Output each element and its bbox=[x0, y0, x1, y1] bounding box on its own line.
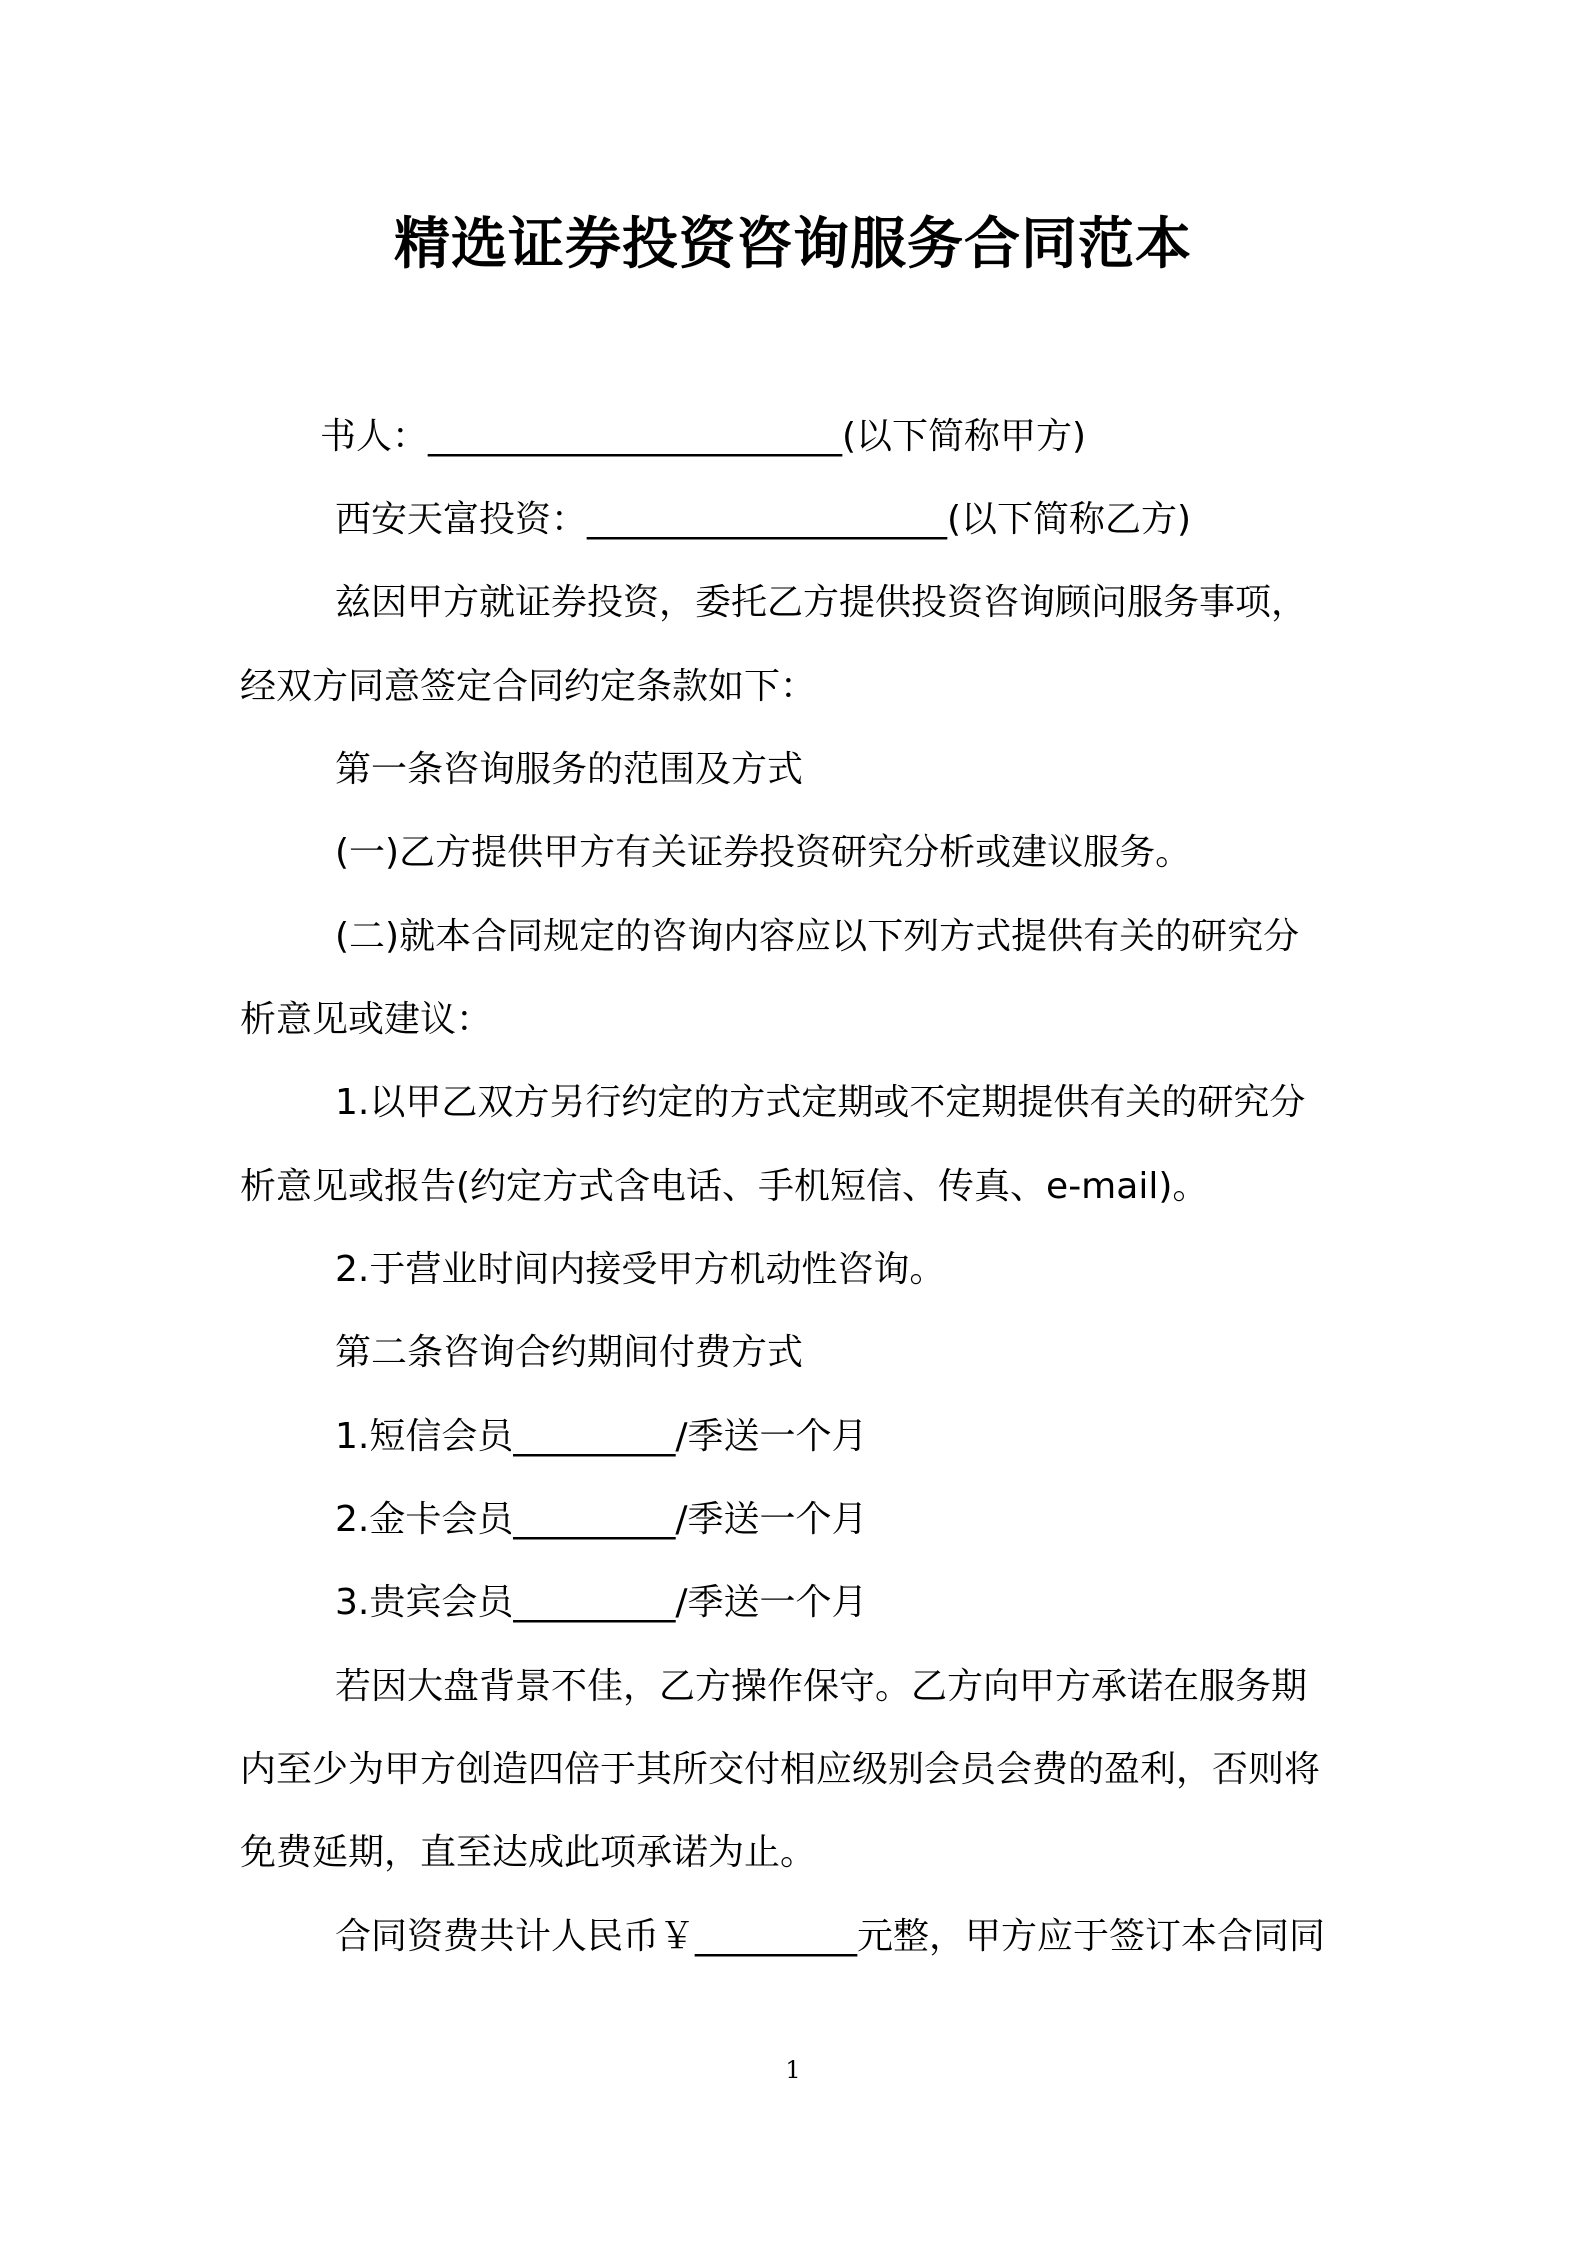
page-number: 1 bbox=[785, 2056, 801, 2084]
document-title: 精选证券投资咨询服务合同范本 bbox=[394, 212, 1192, 277]
promise-line-3: 免费延期，直至达成此项承诺为止。 bbox=[240, 1832, 817, 1873]
preamble-line-1: 兹因甲方就证券投资，委托乙方提供投资咨询顾问服务事项， bbox=[335, 582, 1308, 623]
method-2-line: 2.于营业时间内接受甲方机动性咨询。 bbox=[335, 1249, 946, 1290]
article-1-item-1: (一)乙方提供甲方有关证券投资研究分析或建议服务。 bbox=[335, 832, 1192, 873]
gold-member-line: 2.金卡会员_________/季送一个月 bbox=[335, 1499, 868, 1540]
article-1-item-2-line-2: 析意见或建议： bbox=[240, 999, 493, 1040]
party-a-line: 书人：_______________________(以下简称甲方) bbox=[320, 416, 1087, 457]
article-1-heading: 第一条咨询服务的范围及方式 bbox=[335, 749, 804, 790]
sms-member-line: 1.短信会员_________/季送一个月 bbox=[335, 1416, 868, 1457]
promise-line-2: 内至少为甲方创造四倍于其所交付相应级别会员会费的盈利，否则将 bbox=[240, 1749, 1321, 1790]
method-1-line-1: 1.以甲乙双方另行约定的方式定期或不定期提供有关的研究分 bbox=[335, 1082, 1306, 1123]
fee-total-line: 合同资费共计人民币￥_________元整，甲方应于签订本合同同 bbox=[335, 1916, 1326, 1957]
promise-line-1: 若因大盘背景不佳，乙方操作保守。乙方向甲方承诺在服务期 bbox=[335, 1666, 1308, 1707]
article-2-heading: 第二条咨询合约期间付费方式 bbox=[335, 1332, 804, 1373]
preamble-line-2: 经双方同意签定合同约定条款如下： bbox=[240, 666, 817, 707]
party-b-line: 西安天富投资：____________________(以下简称乙方) bbox=[335, 499, 1192, 540]
method-1-line-2: 析意见或报告(约定方式含电话、手机短信、传真、e-mail)。 bbox=[240, 1166, 1209, 1207]
vip-member-line: 3.贵宾会员_________/季送一个月 bbox=[335, 1582, 868, 1623]
article-1-item-2-line-1: (二)就本合同规定的咨询内容应以下列方式提供有关的研究分 bbox=[335, 916, 1300, 957]
